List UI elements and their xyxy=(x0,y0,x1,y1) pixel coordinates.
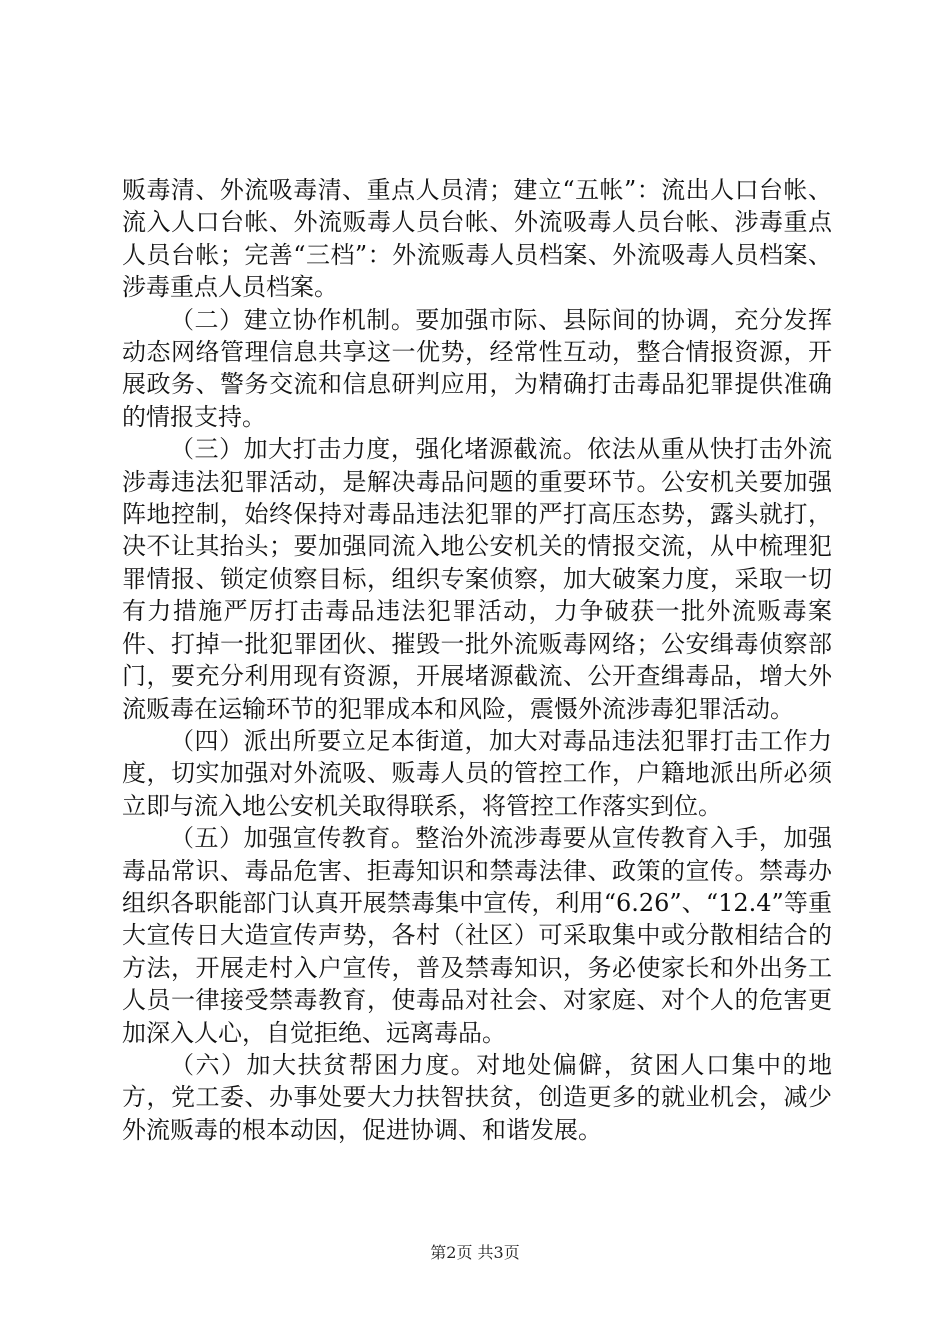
paragraph-continuation: 贩毒清、外流吸毒清、重点人员清；建立“五帐”：流出人口台帐、流入人口台帐、外流贩毒人员台帐、外流吸毒人员台帐、涉毒重点人员台帐；完善“三档”：外流贩毒人员档案、外流吸毒人员档案、涉毒重点人员档案。 xyxy=(122,176,832,302)
paragraph-poverty-relief: （六）加大扶贫帮困力度。对地处偏僻，贫困人口集中的地方，党工委、办事处要大力扶智扶贫，创造更多的就业机会，减少外流贩毒的根本动因，促进协调、和谐发展。 xyxy=(122,1050,832,1144)
paragraph-coordination-mechanism: （二）建立协作机制。要加强市际、县际间的协调，充分发挥动态网络管理信息共享这一优势，经常性互动，整合情报资源，开展政务、警务交流和信息研判应用，为精确打击毒品犯罪提供准确的情报支持。 xyxy=(122,305,832,431)
paragraph-police-station: （四）派出所要立足本街道，加大对毒品违法犯罪打击工作力度，切实加强对外流吸、贩毒人员的管控工作，户籍地派出所必须立即与流入地公安机关取得联系，将管控工作落实到位。 xyxy=(122,726,832,820)
page-number-footer: 第2页 共3页 xyxy=(430,1243,520,1262)
document-body xyxy=(122,174,832,1146)
paragraph-publicity-education: （五）加强宣传教育。整治外流涉毒要从宣传教育入手，加强毒品常识、毒品危害、拒毒知识和禁毒法律、政策的宣传。禁毒办组织各职能部门认真开展禁毒集中宣传，利用“6.26”、“12.4”等重大宣传日大造宣传声势，各村（社区）可采取集中或分散相结合的方法，开展走村入户宣传，普及禁毒知识，务必使家长和外出务工人员一律接受禁毒教育，使毒品对社会、对家庭、对个人的危害更加深入人心，自觉拒绝、远离毒品。 xyxy=(122,824,832,1047)
paragraph-crackdown: （三）加大打击力度，强化堵源截流。依法从重从快打击外流涉毒违法犯罪活动，是解决毒品问题的重要环节。公安机关要加强阵地控制，始终保持对毒品违法犯罪的严打高压态势，露头就打，决不让其抬头；要加强同流入地公安机关的情报交流，从中梳理犯罪情报、锁定侦察目标，组织专案侦察，加大破案力度，采取一切有力措施严厉打击毒品违法犯罪活动，力争破获一批外流贩毒案件、打掉一批犯罪团伙、摧毁一批外流贩毒网络；公安缉毒侦察部门，要充分利用现有资源，开展堵源截流、公开查缉毒品，增大外流贩毒在运输环节的犯罪成本和风险，震慑外流涉毒犯罪活动。 xyxy=(122,435,832,723)
